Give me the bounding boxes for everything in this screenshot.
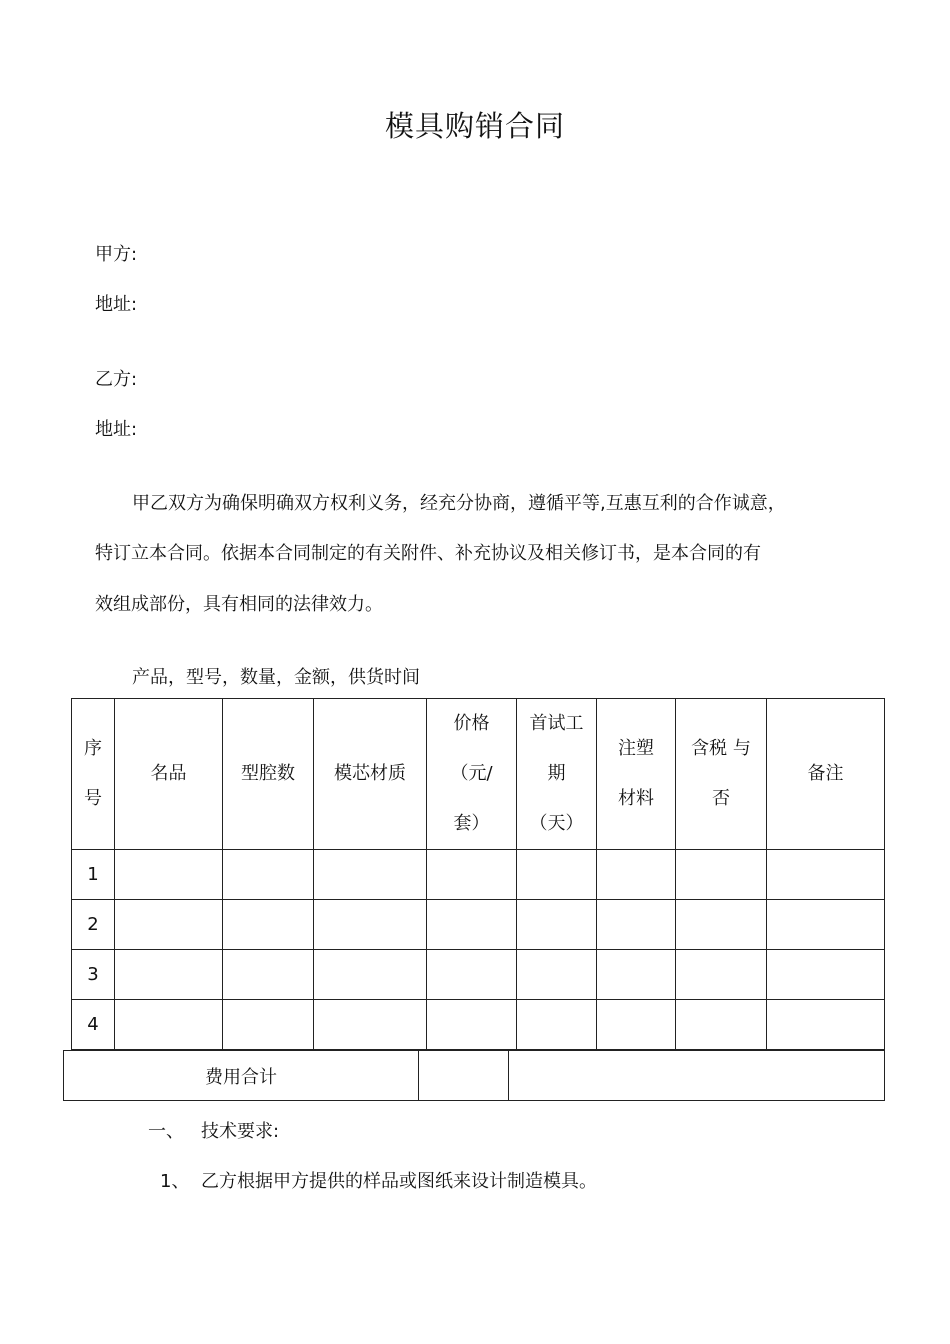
cell-core-material[interactable]: [314, 850, 427, 900]
intro-line: 效组成部份，具有相同的法律效力。: [95, 594, 383, 615]
section-1-title: 技术要求:: [201, 1121, 280, 1142]
cell-tax-included[interactable]: [676, 850, 767, 900]
cell-core-material[interactable]: [314, 950, 427, 1000]
total-remarks-cell[interactable]: [509, 1051, 885, 1101]
header-injection-material: 注塑 材料: [597, 699, 676, 850]
header-index: 序 号: [72, 699, 115, 850]
cell-remarks[interactable]: [767, 900, 885, 950]
total-label: 费用合计: [64, 1051, 419, 1101]
cell-core-material[interactable]: [314, 900, 427, 950]
table-row: [72, 900, 885, 950]
cell-injection-material[interactable]: [597, 1000, 676, 1050]
cell-first-trial-period[interactable]: [517, 900, 597, 950]
row-index: 4: [72, 1000, 115, 1050]
table-caption: 产品，型号，数量，金额，供货时间: [132, 667, 420, 688]
header-core-material: 模芯材质: [314, 699, 427, 850]
cell-injection-material[interactable]: [597, 850, 676, 900]
header-remarks: 备注: [767, 699, 885, 850]
cell-first-trial-period[interactable]: [517, 850, 597, 900]
cell-price[interactable]: [427, 1000, 517, 1050]
row-index: 3: [72, 950, 115, 1000]
header-tax-included: 含税 与 否: [676, 699, 767, 850]
table-row: [72, 950, 885, 1000]
cell-tax-included[interactable]: [676, 950, 767, 1000]
table-row: [72, 850, 885, 900]
cell-cavity-count[interactable]: [223, 950, 314, 1000]
header-price: 价格 （元/ 套）: [427, 699, 517, 850]
row-index: 1: [72, 850, 115, 900]
document-title: 模具购销合同: [384, 109, 565, 143]
cell-cavity-count[interactable]: [223, 1000, 314, 1050]
cell-tax-included[interactable]: [676, 900, 767, 950]
cell-tax-included[interactable]: [676, 1000, 767, 1050]
table-row: [72, 1000, 885, 1050]
header-first-trial-period: 首试工 期 （天）: [517, 699, 597, 850]
intro-line: 特订立本合同。依据本合同制定的有关附件、补充协议及相关修订书，是本合同的有: [95, 543, 761, 564]
intro-line: 甲乙双方为确保明确双方权利义务，经充分协商，遵循平等,互惠互利的合作诚意，: [132, 493, 786, 514]
cell-price[interactable]: [427, 900, 517, 950]
cell-injection-material[interactable]: [597, 950, 676, 1000]
cell-injection-material[interactable]: [597, 900, 676, 950]
party-a-label: 甲方:: [95, 244, 138, 265]
party-b-address-label: 地址:: [95, 419, 138, 440]
cell-core-material[interactable]: [314, 1000, 427, 1050]
section-1-item-text: 乙方根据甲方提供的样品或图纸来设计制造模具。: [201, 1171, 597, 1192]
cell-first-trial-period[interactable]: [517, 1000, 597, 1050]
cell-price[interactable]: [427, 850, 517, 900]
cell-product-name[interactable]: [115, 850, 223, 900]
cell-cavity-count[interactable]: [223, 900, 314, 950]
total-table: [63, 1050, 885, 1101]
row-index: 2: [72, 900, 115, 950]
cell-remarks[interactable]: [767, 1000, 885, 1050]
products-table: [71, 698, 885, 1050]
total-row: [64, 1051, 885, 1101]
cell-remarks[interactable]: [767, 950, 885, 1000]
cell-product-name[interactable]: [115, 1000, 223, 1050]
cell-product-name[interactable]: [115, 900, 223, 950]
total-amount-cell[interactable]: [419, 1051, 509, 1101]
party-a-address-label: 地址:: [95, 294, 138, 315]
party-b-label: 乙方:: [95, 369, 138, 390]
cell-price[interactable]: [427, 950, 517, 1000]
header-cavity-count: 型腔数: [223, 699, 314, 850]
table-header-row: [72, 699, 885, 850]
cell-product-name[interactable]: [115, 950, 223, 1000]
section-1-item-number: 1、: [160, 1171, 190, 1192]
cell-remarks[interactable]: [767, 850, 885, 900]
header-product-name: 名品: [115, 699, 223, 850]
section-1-number: 一、: [148, 1121, 184, 1142]
cell-cavity-count[interactable]: [223, 850, 314, 900]
cell-first-trial-period[interactable]: [517, 950, 597, 1000]
